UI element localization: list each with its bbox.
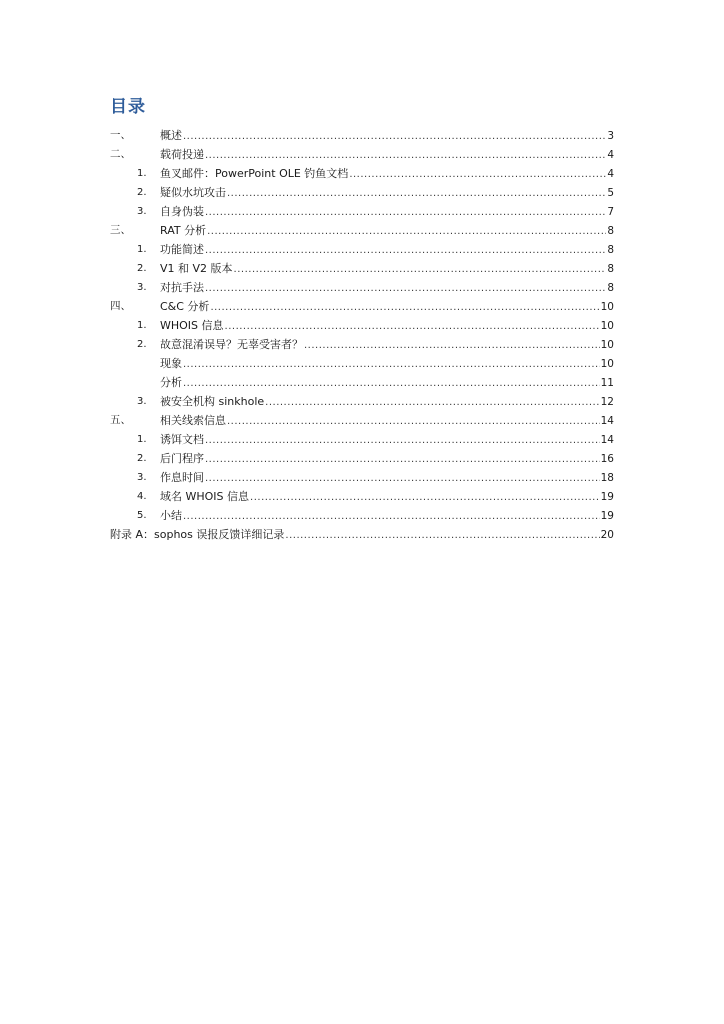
toc-entry-number: 1. — [137, 320, 147, 331]
toc-entry-number: 二、 — [110, 148, 131, 160]
toc-entry[interactable] — [110, 240, 614, 259]
toc-entry-page-number: 10 — [600, 339, 614, 351]
toc-entry-title[interactable]: 相关线索信息 — [160, 411, 226, 430]
toc-entry-title[interactable]: 鱼叉邮件：PowerPoint OLE 钓鱼文档 — [160, 164, 348, 183]
toc-entry-page-number: 10 — [600, 320, 614, 332]
toc-dot-leader — [227, 412, 600, 431]
toc-entry-number: 四、 — [110, 300, 131, 312]
toc-entry[interactable] — [110, 126, 614, 145]
toc-entry-title[interactable]: 载荷投递 — [160, 145, 204, 164]
toc-title: 目录 — [110, 97, 146, 117]
toc-entry-page-number: 14 — [600, 415, 614, 427]
toc-dot-leader — [304, 336, 600, 355]
toc-entry-page-number: 10 — [600, 358, 614, 370]
toc-entry-number: 1. — [137, 244, 147, 255]
toc-entry-number: 3. — [137, 396, 147, 407]
toc-entry-number: 4. — [137, 491, 147, 502]
toc-dot-leader — [205, 279, 606, 298]
toc-dot-leader — [205, 203, 606, 222]
toc-entry[interactable] — [110, 278, 614, 297]
toc-entry-number: 5. — [137, 510, 147, 521]
toc-entry-page-number: 8 — [607, 263, 614, 275]
toc-entry-title[interactable]: 分析 — [160, 373, 182, 392]
toc-entry-page-number: 19 — [600, 510, 614, 522]
toc-entry-title[interactable]: 故意混淆误导？无辜受害者？ — [160, 335, 303, 354]
toc-dot-leader — [205, 241, 606, 260]
toc-entry-title[interactable]: 附录 A：sophos 误报反馈详细记录 — [110, 525, 284, 544]
toc-dot-leader — [205, 450, 600, 469]
toc-entry[interactable] — [110, 335, 614, 354]
toc-entry-number: 1. — [137, 434, 147, 445]
toc-dot-leader — [205, 146, 606, 165]
toc-dot-leader — [183, 374, 600, 393]
toc-entry-title[interactable]: C&C 分析 — [160, 297, 209, 316]
toc-entry-page-number: 16 — [600, 453, 614, 465]
toc-entry-title[interactable]: V1 和 V2 版本 — [160, 259, 233, 278]
toc-dot-leader — [205, 469, 600, 488]
toc-dot-leader — [183, 507, 600, 526]
toc-entry-page-number: 3 — [607, 130, 614, 142]
toc-entry-title[interactable]: RAT 分析 — [160, 221, 206, 240]
toc-entry[interactable] — [110, 202, 614, 221]
toc-entry-number: 1. — [137, 168, 147, 179]
toc-entry[interactable] — [110, 468, 614, 487]
toc-entry-number: 3. — [137, 472, 147, 483]
toc-entry-page-number: 7 — [607, 206, 614, 218]
toc-dot-leader — [207, 222, 606, 241]
toc-entry-page-number: 8 — [607, 225, 614, 237]
toc-entry-number: 五、 — [110, 414, 131, 426]
toc-entry-page-number: 8 — [607, 282, 614, 294]
toc-entry[interactable] — [110, 354, 614, 373]
toc-dot-leader — [349, 165, 606, 184]
toc-entry-title[interactable]: 对抗手法 — [160, 278, 204, 297]
toc-entry-title[interactable]: 作息时间 — [160, 468, 204, 487]
toc-entry-number: 3. — [137, 282, 147, 293]
toc-entry-title[interactable]: 自身伪装 — [160, 202, 204, 221]
toc-dot-leader — [285, 526, 599, 545]
toc-entry-page-number: 5 — [607, 187, 614, 199]
toc-dot-leader — [225, 317, 600, 336]
toc-entry[interactable] — [110, 145, 614, 164]
toc-entry-page-number: 4 — [607, 149, 614, 161]
toc-dot-leader — [234, 260, 607, 279]
toc-entry-page-number: 4 — [607, 168, 614, 180]
toc-entry[interactable] — [110, 506, 614, 525]
toc-entry-number: 2. — [137, 339, 147, 350]
toc-entry[interactable] — [110, 525, 614, 544]
toc-entry-page-number: 8 — [607, 244, 614, 256]
toc-entry[interactable] — [110, 449, 614, 468]
toc-entry-number: 2. — [137, 453, 147, 464]
toc-entry[interactable] — [110, 392, 614, 411]
toc-entry[interactable] — [110, 430, 614, 449]
toc-dot-leader — [250, 488, 600, 507]
toc-entry-title[interactable]: 小结 — [160, 506, 182, 525]
toc-dot-leader — [227, 184, 606, 203]
toc-entry[interactable] — [110, 487, 614, 506]
toc-dot-leader — [205, 431, 600, 450]
toc-entry-page-number: 12 — [600, 396, 614, 408]
toc-dot-leader — [183, 127, 606, 146]
toc-entry-number: 2. — [137, 187, 147, 198]
toc-entry[interactable] — [110, 221, 614, 240]
toc-entry-title[interactable]: 功能简述 — [160, 240, 204, 259]
toc-entry-title[interactable]: 被安全机构 sinkhole — [160, 392, 264, 411]
toc-dot-leader — [265, 393, 599, 412]
toc-entry-number: 三、 — [110, 224, 131, 236]
toc-entry-title[interactable]: WHOIS 信息 — [160, 316, 224, 335]
toc-entry[interactable] — [110, 373, 614, 392]
toc-entry-title[interactable]: 诱饵文档 — [160, 430, 204, 449]
toc-entry-title[interactable]: 疑似水坑攻击 — [160, 183, 226, 202]
toc-entry[interactable] — [110, 297, 614, 316]
toc-entry-title[interactable]: 现象 — [160, 354, 182, 373]
toc-entry-page-number: 10 — [600, 301, 614, 313]
toc-entry-number: 3. — [137, 206, 147, 217]
toc-entry-page-number: 19 — [600, 491, 614, 503]
toc-entry-title[interactable]: 后门程序 — [160, 449, 204, 468]
toc-entry[interactable] — [110, 183, 614, 202]
toc-entry-page-number: 18 — [600, 472, 614, 484]
toc-entry-page-number: 14 — [600, 434, 614, 446]
toc-entry[interactable] — [110, 164, 614, 183]
toc-dot-leader — [210, 298, 599, 317]
toc-entry[interactable] — [110, 411, 614, 430]
toc-entry-page-number: 11 — [600, 377, 614, 389]
toc-dot-leader — [183, 355, 600, 374]
toc-entry[interactable] — [110, 316, 614, 335]
toc-entry-number: 一、 — [110, 129, 131, 141]
toc-entry-title[interactable]: 域名 WHOIS 信息 — [160, 487, 249, 506]
toc-entry-title[interactable]: 概述 — [160, 126, 182, 145]
table-of-contents — [110, 126, 614, 544]
toc-entry-number: 2. — [137, 263, 147, 274]
toc-entry[interactable] — [110, 259, 614, 278]
toc-entry-page-number: 20 — [600, 529, 614, 541]
